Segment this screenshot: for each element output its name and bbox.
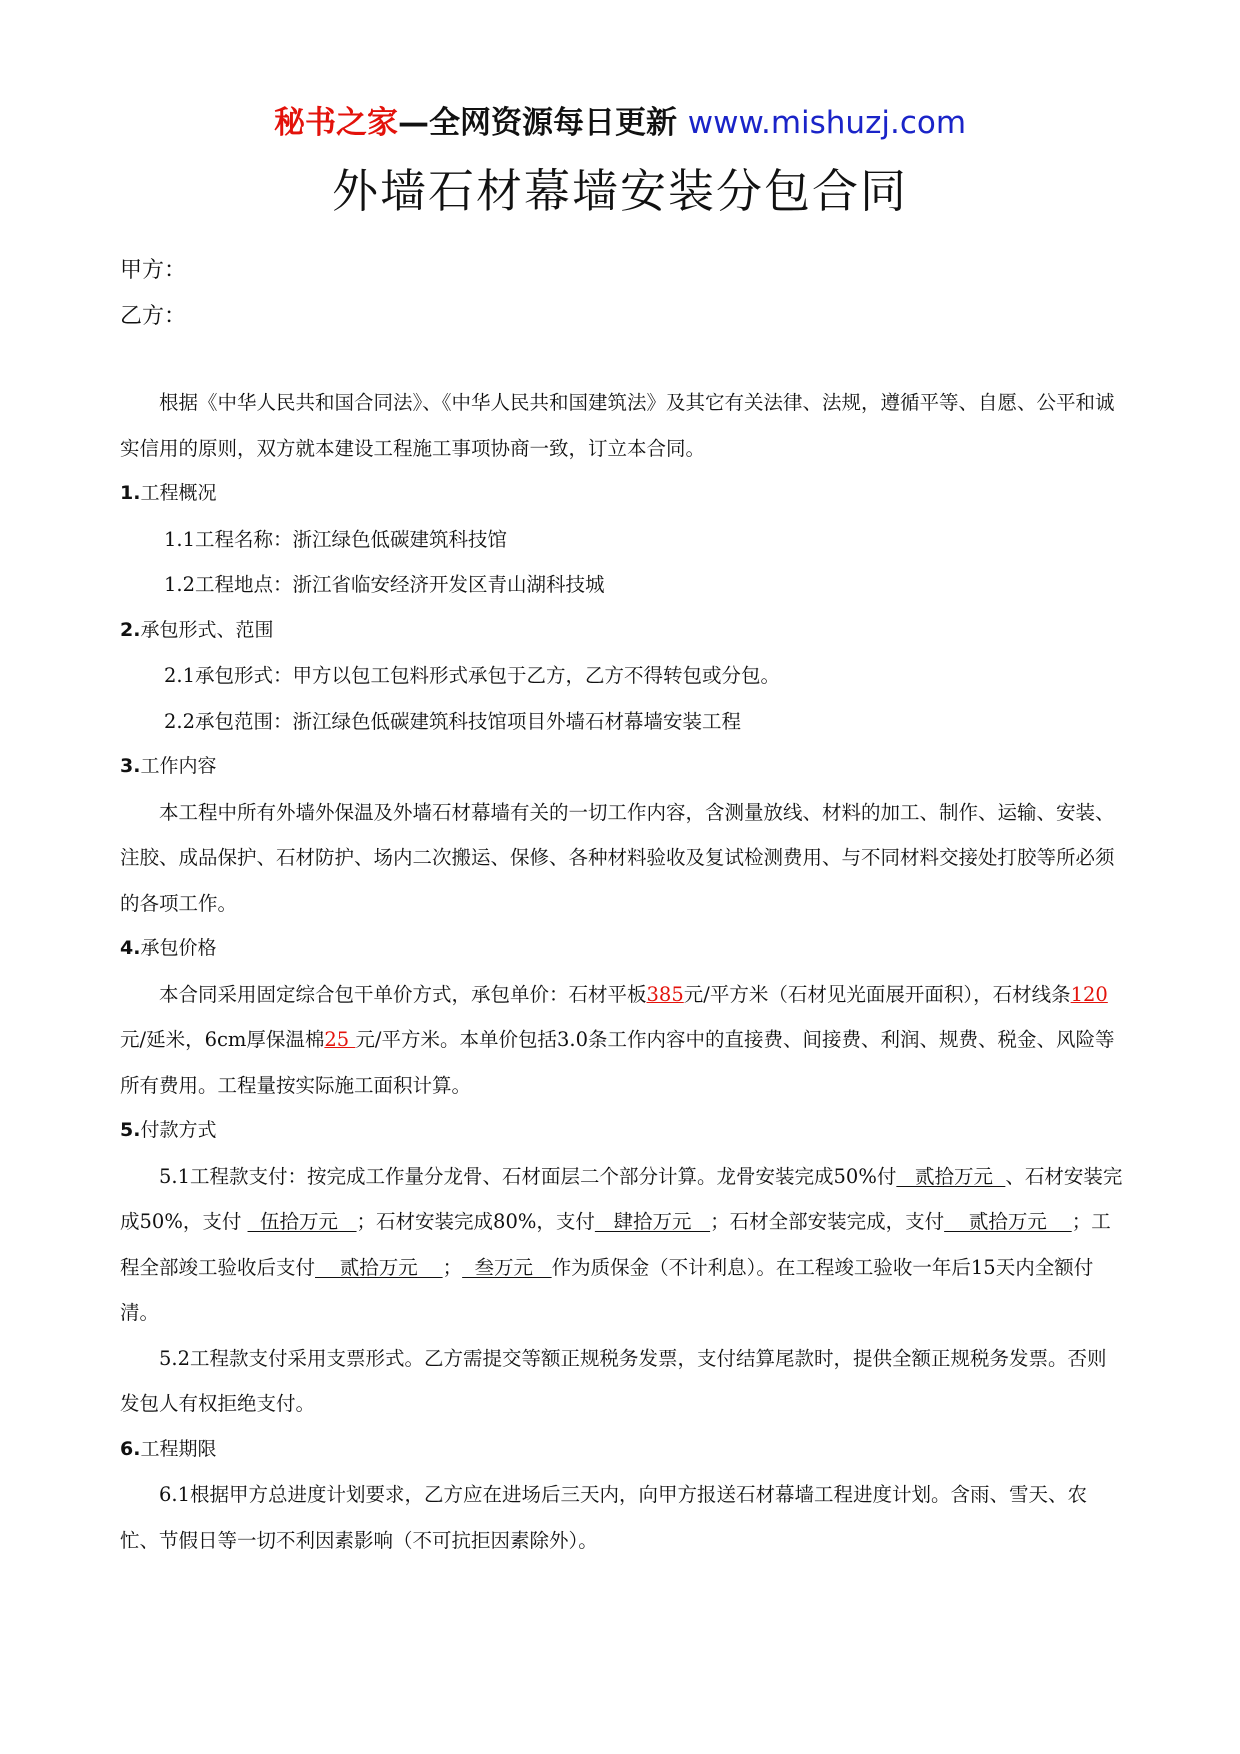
clause-1-1: 1.1工程名称：浙江绿色低碳建筑科技馆 [164,527,508,551]
section-title: 付款方式 [140,1119,217,1141]
document-title: 外墙石材幕墙安装分包合同 [332,164,908,218]
section-1-heading [120,471,1124,517]
clause-2-2: 2.2承包范围：浙江绿色低碳建筑科技馆项目外墙石材幕墙安装工程 [164,709,742,733]
stone-slab-price: 385 [646,982,684,1006]
payment-text-1: 5.1工程款支付：按完成工作量分龙骨、石材面层二个部分计算。龙骨安装完成50%付 [159,1164,897,1188]
payment-text-3: ；石材安装完成80%，支付 [356,1210,595,1233]
section-number: 4. [120,937,141,959]
clause-6-1: 6.1根据甲方总进度计划要求，乙方应在进场后三天内，向甲方报送石材幕墙工程进度计划。含雨、雪天、农忙、节假日等一切不利因素影响（不可抗拒因素除外）。 [120,1483,1088,1552]
payment-text-5: ；工程全部竣工验收后支付 [120,1210,1111,1279]
warranty-amount: 叁万元 [462,1255,552,1279]
price-paragraph [120,972,1124,1109]
section-title: 工程概况 [140,482,217,504]
insulation-price: 25 [324,1028,356,1051]
section-title: 承包价格 [140,937,217,959]
section-5-heading [120,1108,1124,1154]
price-text-3: 元/延米，6cm厚保温棉 [120,1028,325,1051]
section-title: 工程期限 [140,1437,217,1460]
section-3-heading [120,744,1124,790]
site-header [0,100,1240,146]
payment-text-4: ；石材全部安装完成，支付 [710,1210,945,1233]
section-4-heading [120,926,1124,972]
section-number: 2. [120,618,141,641]
contract-body [120,380,1124,1563]
price-text-4: 元/平方米。本单价包括3.0条工作内容中的直接费、间接费、利润、规费、税金、风险等所有费用。工程量按实际施工面积计算。 [120,1028,1115,1097]
section-6-heading [120,1427,1124,1473]
payment-amount-3: 肆拾万元 [594,1210,711,1233]
section-title: 承包形式、范围 [140,618,274,641]
clause-5-1 [120,1154,1124,1336]
clause-1-2: 1.2工程地点：浙江省临安经济开发区青山湖科技城 [164,573,605,596]
section-number: 5. [120,1119,141,1141]
clause-5-2: 5.2工程款支付采用支票形式。乙方需提交等额正规税务发票，支付结算尾款时，提供全额正规税务发票。否则发包人有权拒绝支付。 [120,1346,1107,1415]
price-text-1: 本合同采用固定综合包干单价方式，承包单价：石材平板 [159,982,647,1006]
clause-2-1: 2.1承包形式：甲方以包工包料形式承包于乙方，乙方不得转包或分包。 [164,664,781,687]
party-b-label: 乙方： [120,304,187,329]
price-text-2: 元/平方米（石材见光面展开面积），石材线条 [683,982,1071,1006]
site-url: www.mishuzj.com [687,105,967,141]
party-a-label: 甲方： [120,258,187,283]
work-content-paragraph: 本工程中所有外墙外保温及外墙石材幕墙有关的一切工作内容，含测量放线、材料的加工、制作、运输、安装、注胶、成品保护、石材防护、场内二次搬运、保修、各种材料验收及复试检测费用、与不同材料交接处打胶等所必须的各项工作。 [120,800,1115,915]
section-number: 6. [120,1437,141,1460]
section-number: 3. [120,755,141,777]
payment-amount-2: 伍拾万元 [247,1210,357,1233]
payment-text-7: 作为质保金（不计利息）。在工程竣工验收一年后15天内全额付清。 [120,1255,1094,1324]
preamble-paragraph: 根据《中华人民共和国合同法》、《中华人民共和国建筑法》及其它有关法律、法规，遵循平等、自愿、公平和诚实信用的原则，双方就本建设工程施工事项协商一致，订立本合同。 [120,391,1115,460]
payment-text-6: ； [442,1255,463,1279]
section-number: 1. [120,482,141,504]
payment-text-2: 、石材安装完成50%，支付 [120,1164,1123,1233]
payment-amount-4: 贰拾万元 [944,1210,1072,1233]
brand-name: 秘书之家 [273,105,398,141]
stone-line-price: 120 [1070,982,1108,1006]
section-2-heading [120,608,1124,654]
payment-amount-1: 贰拾万元 [896,1164,1006,1188]
section-title: 工作内容 [140,755,217,777]
payment-amount-5: 贰拾万元 [315,1255,443,1279]
header-slogan: —全网资源每日更新 [397,105,688,141]
